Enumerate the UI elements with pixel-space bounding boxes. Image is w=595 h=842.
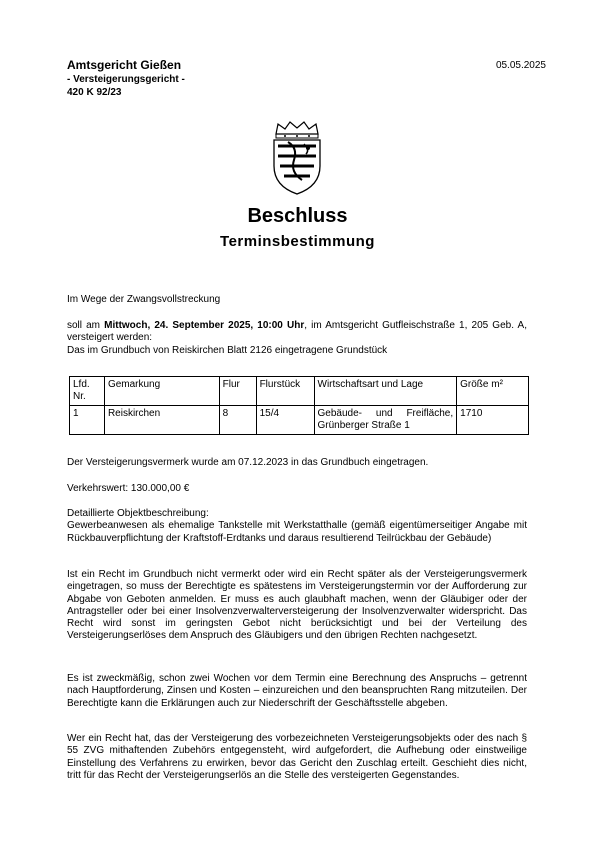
column-header: Flurstück — [256, 377, 314, 406]
court-name: Amtsgericht Gießen — [67, 58, 182, 72]
recht-paragraph: Ist ein Recht im Grundbuch nicht vermerkt oder wird ein Recht später als der Versteigerungsvermerk eingetragen, so muss der Berechtigte es spätestens im Versteigerungstermin vor der Aufforderung zur Abgabe von Geboten anmelden. Er muss es auch glaubhaft machen, wenn der Gläubiger oder der Antragsteller oder bei einer Insolvenzverwalterversteigerung der Insolvenzverwalter widerspricht. Das Recht wird sonst im geringsten Gebot nicht berücksichtigt und bei der Verteilung des Versteigerungserlöses dem Anspruch des Gläubigers und den übrigen Rechten nachgesetzt. — [67, 569, 527, 642]
court-header — [67, 58, 185, 99]
table-row — [70, 406, 529, 435]
table-cell: 1 — [70, 406, 105, 435]
court-division: - Versteigerungsgericht - — [67, 74, 185, 85]
table-cell: 15/4 — [256, 406, 314, 435]
table-cell: Reiskirchen — [104, 406, 219, 435]
column-header: Wirtschaftsart und Lage — [314, 377, 457, 406]
document-subtitle: Terminsbestimmung — [220, 233, 375, 250]
document-date: 05.05.2025 — [495, 60, 546, 71]
column-header: Größe m² — [457, 377, 529, 406]
object-description-heading: Detaillierte Objektbeschreibung: — [67, 508, 209, 519]
auction-prefix: soll am — [67, 320, 105, 331]
column-header: Lfd. Nr. — [70, 377, 105, 406]
table-cell: Gebäude- und Freifläche, Grünberger Straße 1 — [314, 406, 457, 435]
table-cell: 1710 — [457, 406, 529, 435]
berechnung-paragraph: Es ist zweckmäßig, schon zwei Wochen vor dem Termin eine Berechnung des Anspruchs – getrennt nach Hauptforderung, Zinsen und Kosten – einzureichen und den beanspruchten Rang mitzuteilen. Der Berechtigte kann die Erklärungen auch zur Niederschrift der Geschäftsstelle abgeben. — [67, 673, 527, 709]
hessen-coat-of-arms-icon — [268, 120, 326, 201]
verkehrswert-text: Verkehrswert: 130.000,00 € — [67, 483, 190, 494]
vermerk-text: Der Versteigerungsvermerk wurde am 07.12.2023 in das Grundbuch eingetragen. — [67, 457, 429, 468]
property-table — [69, 376, 529, 435]
auction-date-paragraph — [67, 320, 527, 345]
wer-paragraph: Wer ein Recht hat, das der Versteigerung des vorbezeichneten Versteigerungsobjekts oder des nach § 55 ZVG mithaftenden Zubehörs entgegensteht, wird aufgefordert, die Aufhebung oder einstweilige Einstellung des Verfahrens zu erwirken, bevor das Gericht den Zuschlag erteilt. Geschieht dies nicht, tritt für das Recht der Versteigerungserlös an die Stelle des versteigerten Gegenstandes. — [67, 733, 527, 781]
object-description-text: Gewerbeanwesen als ehemalige Tankstelle mit Werkstatthalle (gemäß eigentümerseitiger Angabe mit Rückbauverpflichtung der Kraftstoff-Erdtanks und daraus resultierend Teilrückbau der Gebäude) — [67, 520, 527, 544]
document-title: Beschluss — [247, 205, 348, 227]
intro-text: Im Wege der Zwangsvollstreckung — [67, 294, 221, 305]
table-header-row — [70, 377, 529, 406]
file-number: 420 K 92/23 — [67, 87, 122, 98]
column-header: Flur — [219, 377, 256, 406]
auction-datetime: Mittwoch, 24. September 2025, 10:00 Uhr — [104, 320, 305, 331]
object-description — [67, 508, 527, 545]
column-header: Gemarkung — [104, 377, 219, 406]
table-cell: 8 — [219, 406, 256, 435]
grundbuch-text: Das im Grundbuch von Reiskirchen Blatt 2126 eingetragene Grundstück — [67, 345, 388, 356]
auction-suffix: , im Amtsgericht Gutfleischstraße 1, 205 Geb. A, versteigert werden: — [67, 320, 527, 344]
